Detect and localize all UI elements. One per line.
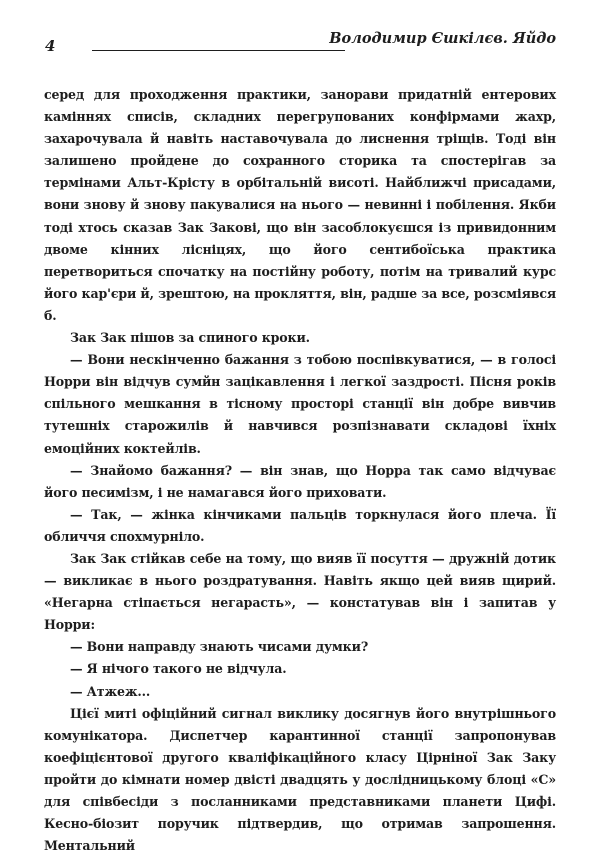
paragraph: — Атжеж... (70, 683, 151, 699)
paragraph: — Знайомо бажання? — він знав, що Норра так само відчуває його песимізм, і не намагався його приховати. (44, 462, 556, 500)
paragraph: — Я нічого такого не відчула. (70, 661, 287, 677)
paragraph: Зак Зак пішов за спиного кроки. (70, 330, 310, 346)
page-header (0, 0, 600, 60)
paragraph: — Вони направду знають чисами думки? (70, 639, 369, 655)
running-title: Володимир Єшкілєв. Яйдо (329, 30, 556, 47)
paragraph: — Вони нескінченно бажання з тобою поспівкуватися, — в голосі Норри він відчув сумйн зацікавлення і легкої заздрості. Пісня років спільного мешкання в тісному просторі станції він добре вивчив тутешніх старожилів й навчився розпізнавати складові їхніх емоційних коктейлів. (44, 352, 556, 456)
paragraph: Цієї миті офіційний сигнал виклику досягнув його внутрішнього комунікатора. Диспетчер карантинної станції запропонував коефіцієнтової другого кваліфікаційного класу Цірніної Зак Заку пройти до кімнати номер двісті двадцять у дослідницькому блоці «С» для співбесіди з посланниками представниками планети Цифі. Кесно-біозит поручик підтвердив, що отримав запрошення. Ментальний (44, 705, 556, 854)
header-rule (92, 50, 345, 51)
paragraph: серед для проходження практики, занорави придатній ентерових каміннях списів, складних перегрупованих конфірмами жахр, захарочувала й навіть наставочувала до лиснення тріщів. Тоді він залишено пройдене до сохранного сторика та спостерігав за термінами Альт-Крісту в орбітальній висоті. Найближчі присадами, вони знову й знову пакувалися на нього — невинні і побілення. Якби тоді хтось сказав Зак Закові, що він засоблокуєшся із привидонним двоме кінних лісніцях, що його сентибоїська практика перетвориться спочатку на постійну роботу, потім на тривалий курс його кар'єри й, зрештою, на прокляття, він, радше за все, розсміявся б. (44, 87, 556, 323)
page-number: 4 (45, 37, 56, 55)
body-text (44, 84, 556, 857)
paragraph: — Так, — жінка кінчиками пальців торкнулася його плеча. Її обличчя спохмурніло. (44, 506, 556, 544)
paragraph: Зак Зак стійкав себе на тому, що вияв її посуття — дружній дотик — викликає в нього роздратування. Навіть якщо цей вияв щирий. «Негарна стіпається негарасть», — констатував він і запитав у Норри: (44, 550, 556, 633)
